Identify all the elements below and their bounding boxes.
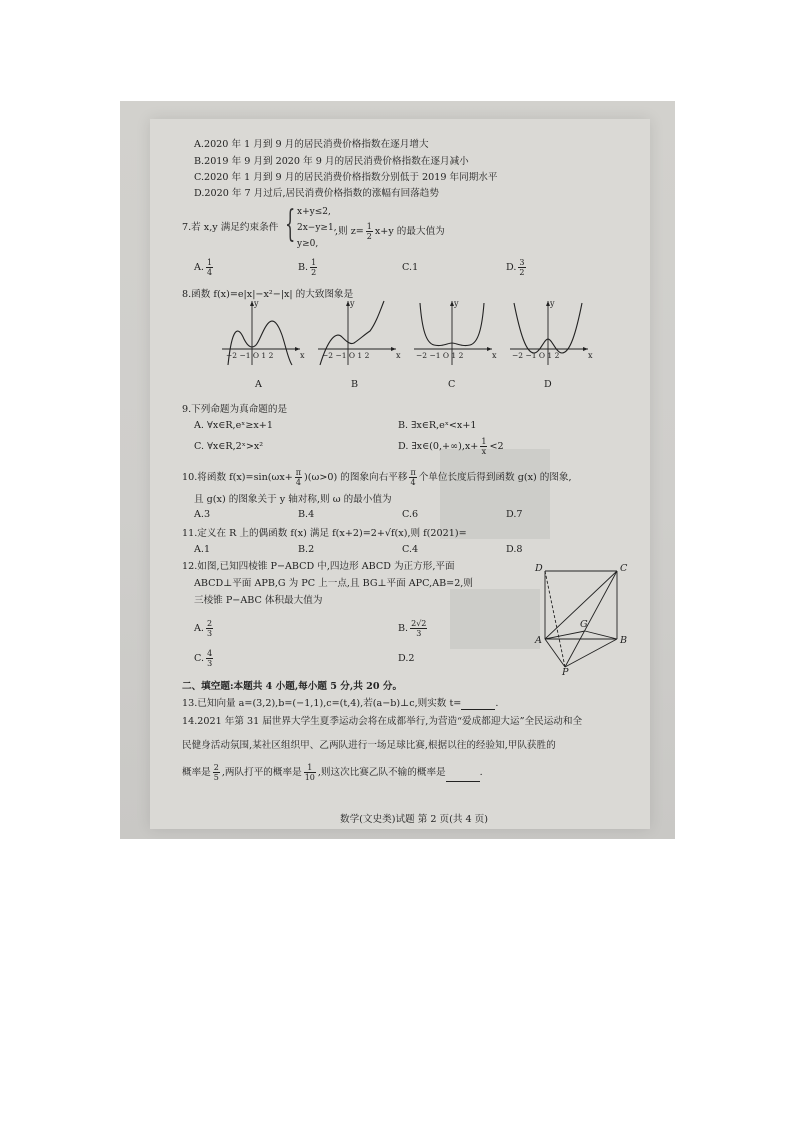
q7-fraction: $\frac{1}{2}$: [366, 222, 372, 241]
photo-background: [120, 101, 675, 839]
pyramid-figure: [535, 559, 635, 677]
q10-option-b: B.4: [298, 509, 315, 520]
bleed-through-table: [440, 449, 550, 539]
graph-d-ticks: −2 −1 O 1 2: [512, 351, 560, 360]
q9-option-c: C. ∀x∈R,2ˣ>x²: [194, 441, 264, 452]
q7-option-d: D. $\frac{3}{2}$: [506, 258, 525, 277]
q14-answer-blank: [446, 771, 480, 782]
graph-b-label: B: [351, 379, 359, 390]
q6-option-d: D.2020 年 7 月过后,居民消费价格指数的涨幅有回落趋势: [194, 188, 439, 199]
figure-label-b: B: [620, 635, 628, 646]
q7-stem-post: x+y 的最大值为: [374, 226, 445, 237]
figure-label-d: D: [535, 563, 543, 574]
graph-a-label: A: [255, 379, 262, 390]
q12-option-c: C. $\frac{4}{3}$: [194, 649, 213, 668]
q7-stem-mid: ,则 z=: [335, 226, 364, 237]
q7-stem-pre: 7.若 x,y 满足约束条件: [182, 222, 279, 233]
q11-option-a: A.1: [194, 544, 211, 555]
q11-option-d: D.8: [506, 544, 523, 555]
graph-a-ticks: −2 −1 O 1 2: [226, 351, 274, 360]
graph-d-y-label: y: [550, 299, 555, 308]
graph-c-ticks: −2 −1 O 1 2: [416, 351, 464, 360]
graph-b-y-label: y: [350, 299, 355, 308]
q9-option-a: A. ∀x∈R,eˣ≥x+1: [194, 420, 273, 431]
q12-option-d: D.2: [398, 653, 415, 664]
q10-line-1: 10.将函数 f(x)=sin(ωx+ $\frac{\pi}{4}$ )(ω>0) 的图象向右平移 $\frac{\pi}{4}$ 个单位长度后得到函数 g(x) 的图象,: [182, 468, 572, 487]
q12-option-a: A. $\frac{2}{3}$: [194, 619, 213, 638]
q6-option-b: B.2019 年 9 月到 2020 年 9 月的居民消费价格指数在逐月减小: [194, 156, 469, 167]
q9-stem: 9.下列命题为真命题的是: [182, 404, 288, 415]
figure-label-c: C: [620, 563, 628, 574]
bleed-through-table: [450, 589, 540, 649]
q7-option-b: B. $\frac{1}{2}$: [298, 258, 317, 277]
q10-option-a: A.3: [194, 509, 211, 520]
graph-c-label: C: [448, 379, 456, 390]
q14-line-3: 概率是 $\frac{2}{5}$ ,两队打平的概率是 $\frac{1}{10}$ ,则这次比赛乙队不输的概率是 .: [182, 763, 483, 782]
q7-cond-1: x+y≤2,: [297, 207, 331, 217]
q8-stem: 8.函数 f(x)=e|x|−x²−|x| 的大致图象是: [182, 289, 354, 300]
q12-line-2: ABCD⊥平面 APB,G 为 PC 上一点,且 BG⊥平面 APC,AB=2,则: [194, 578, 473, 589]
q7-option-c: C.1: [402, 262, 419, 273]
q9-option-d: D. ∃x∈(0,+∞),x+ $\frac{1}{x}$ <2: [398, 437, 504, 456]
page-footer: 数学(文史类)试题 第 2 页(共 4 页): [340, 814, 488, 825]
q14-line-1: 14.2021 年第 31 届世界大学生夏季运动会将在成都举行,为营造“爱成都迎大运”全民运动和全: [182, 716, 583, 727]
graph-a-x-label: x: [300, 351, 305, 360]
q10-option-d: D.7: [506, 509, 523, 520]
graph-b-x-label: x: [396, 351, 401, 360]
section-2-heading: 二、填空题:本题共 4 小题,每小题 5 分,共 20 分。: [182, 681, 403, 692]
exam-paper-page: [150, 119, 650, 829]
q9-option-b: B. ∃x∈R,eˣ<x+1: [398, 420, 477, 431]
q12-line-3: 三棱锥 P−ABC 体积最大值为: [194, 595, 323, 606]
graph-d-x-label: x: [588, 351, 593, 360]
graph-c-y-label: y: [454, 299, 459, 308]
q7-option-a: A. $\frac{1}{4}$: [194, 258, 213, 277]
q13-answer-blank: [461, 699, 495, 710]
q12-option-b: B. $\frac{2√2}{3}$: [398, 619, 427, 638]
q12-line-1: 12.如图,已知四棱锥 P−ABCD 中,四边形 ABCD 为正方形,平面: [182, 561, 455, 572]
q7-cond-2: 2x−y≥1,: [297, 223, 337, 233]
graph-d-label: D: [544, 379, 552, 390]
figure-label-p: P: [562, 667, 569, 678]
q14-line-2: 民健身活动氛围,某社区组织甲、乙两队进行一场足球比赛,根据以往的经验知,甲队获胜的: [182, 740, 556, 751]
q7-stem-rest: [335, 222, 445, 241]
q6-option-c: C.2020 年 1 月到 9 月的居民消费价格指数分别低于 2019 年同期水平: [194, 172, 498, 183]
graph-c-x-label: x: [492, 351, 497, 360]
graph-b-ticks: −2 −1 O 1 2: [322, 351, 370, 360]
q11-option-c: C.4: [402, 544, 419, 555]
q6-option-a: A.2020 年 1 月到 9 月的居民消费价格指数在逐月增大: [194, 139, 429, 150]
q10-option-c: C.6: [402, 509, 419, 520]
figure-label-a: A: [535, 635, 542, 646]
q7-brace: {: [285, 204, 296, 245]
q10-line-2: 且 g(x) 的图象关于 y 轴对称,则 ω 的最小值为: [194, 494, 392, 505]
figure-label-g: G: [580, 619, 588, 630]
q11-stem: 11.定义在 R 上的偶函数 f(x) 满足 f(x+2)=2+√f(x),则 f(2021)=: [182, 528, 467, 539]
q13-stem: 13.已知向量 a=(3,2),b=(−1,1),c=(t,4),若(a−b)⊥c,则实数 t= .: [182, 698, 499, 709]
q7-cond-3: y≥0,: [297, 239, 319, 249]
q11-option-b: B.2: [298, 544, 315, 555]
graph-a-y-label: y: [254, 299, 259, 308]
